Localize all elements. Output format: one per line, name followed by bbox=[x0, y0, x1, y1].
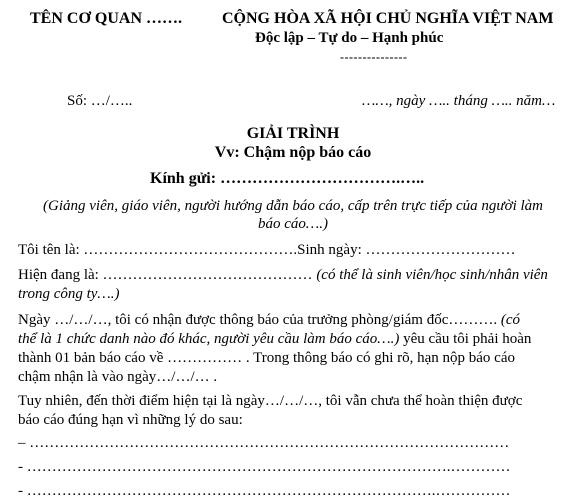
document-number: Số: …/….. bbox=[67, 93, 133, 109]
name-line: Tôi tên là: …………………………………….Sinh ngày: ………………………… bbox=[18, 242, 516, 258]
document-title: GIẢI TRÌNH bbox=[246, 125, 340, 142]
reason-intro-line2: báo cáo đúng hạn vì những lý do sau: bbox=[18, 412, 243, 428]
notice-paragraph-line4: chậm nhận là vào ngày…/…/… . bbox=[18, 369, 218, 385]
national-title: CỘNG HÒA XÃ HỘI CHỦ NGHĨA VIỆT NAM bbox=[222, 10, 554, 27]
document-date: ……, ngày ….. tháng ….. năm… bbox=[362, 93, 556, 109]
notice-note: thể là 1 chức danh nào đó khác, người yêu cầu làm báo cáo….) bbox=[18, 331, 400, 347]
status-note-cont: trong công ty….) bbox=[18, 286, 120, 302]
notice-paragraph-line1 bbox=[18, 311, 520, 330]
reason-item: - ………………………………………………………………………….………… bbox=[18, 459, 511, 475]
national-motto: Độc lập – Tự do – Hạnh phúc bbox=[255, 30, 444, 46]
notice-paragraph-line2 bbox=[18, 330, 531, 349]
recipient-line: Kính gửi: …………………………….….. bbox=[150, 170, 425, 187]
recipient-note: (Giảng viên, giáo viên, người hướng dẫn báo cáo, cấp trên trực tiếp của người làm bbox=[43, 198, 543, 214]
agency-name: TÊN CƠ QUAN ……. bbox=[30, 10, 183, 27]
status-prefix: Hiện đang là: …………………………………… bbox=[18, 267, 313, 283]
notice-text: Ngày …/…/…, tôi có nhận được thông báo của trưởng phòng/giám đốc………. bbox=[18, 312, 501, 328]
document-subject: Vv: Chậm nộp báo cáo bbox=[214, 144, 372, 161]
reason-intro-line1: Tuy nhiên, đến thời điểm hiện tại là ngày…/…/…, tôi vẫn chưa thể hoàn thiện được bbox=[18, 393, 523, 409]
notice-note-start: (có bbox=[500, 312, 521, 328]
status-line bbox=[18, 266, 548, 285]
status-note: (có thể là sinh viên/học sinh/nhân viên bbox=[316, 267, 548, 283]
notice-text-cont: yêu cầu tôi phải hoàn bbox=[399, 331, 532, 347]
reason-item: – …………………………………………………………………………………… bbox=[18, 435, 510, 451]
reason-item: - ……………………………………………………………………….…………… bbox=[18, 483, 511, 499]
notice-paragraph-line3: thành 01 bản báo cáo về …………… . Trong thông báo có ghi rõ, hạn nộp báo cáo bbox=[18, 350, 515, 366]
recipient-note-cont: báo cáo….) bbox=[258, 216, 328, 232]
motto-divider: --------------- bbox=[340, 50, 408, 64]
